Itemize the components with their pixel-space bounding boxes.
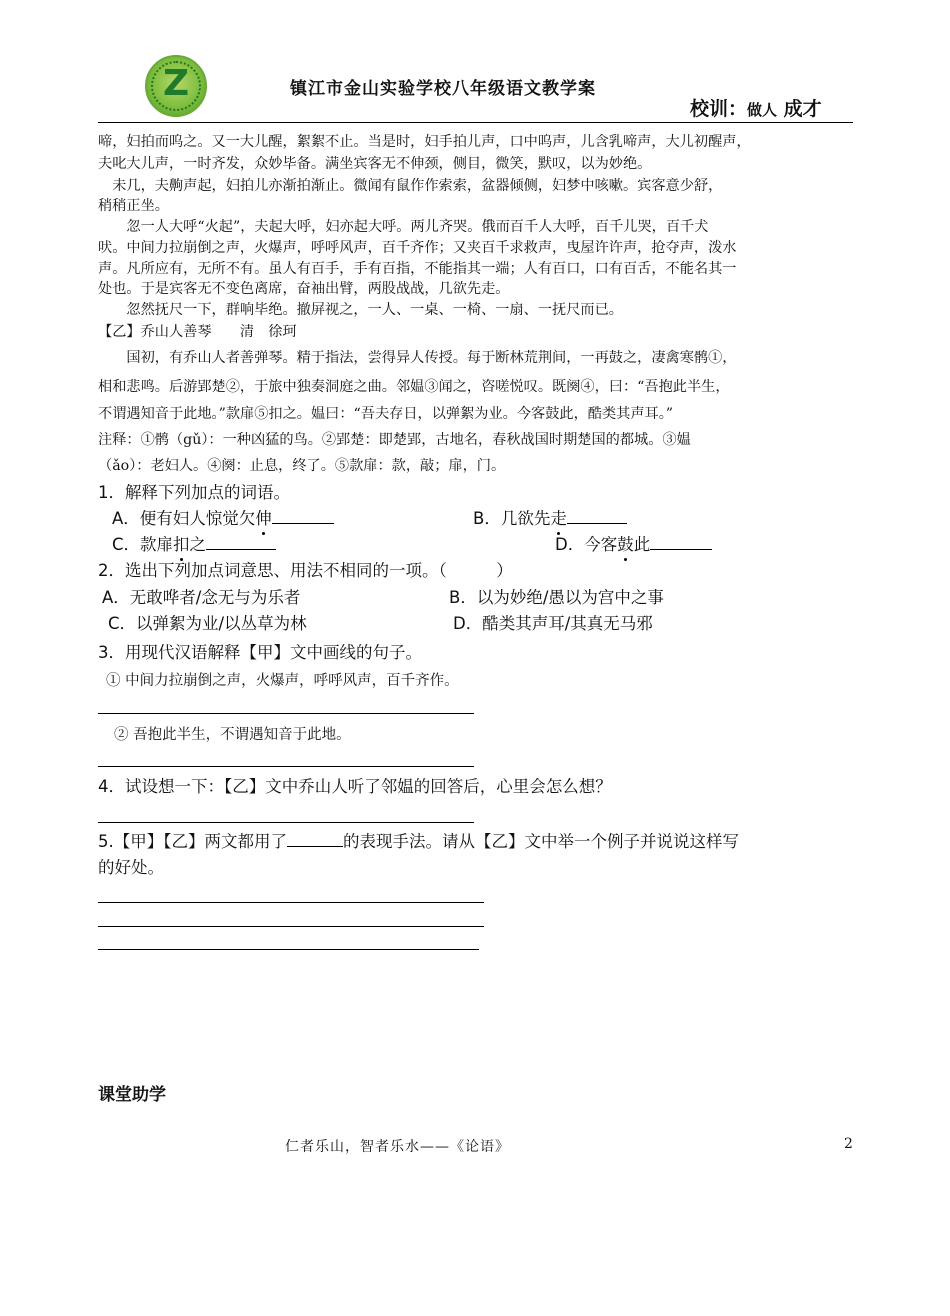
- passage-jia-line: 忽然抚尺一下，群响毕绝。撤屏视之，一人、一桌、一椅、一扇、一抚尺而已。: [98, 302, 623, 318]
- passage-yi-line: 不谓遇知音于此地。”款扉⑤扣之。媪曰：“吾夫存日，以弹絮为业。今客鼓此，酷类其声耳。”: [98, 406, 674, 422]
- question-2-option-b: B．以为妙绝/愚以为宫中之事: [449, 588, 664, 607]
- question-3-sentence-2: ② 吾抱此半生，不谓遇知音于此地。: [114, 727, 351, 743]
- question-3-stem: 3．用现代汉语解释【甲】文中画线的句子。: [98, 643, 422, 662]
- question-2-option-a: A．无敢哗者/念无与为乐者: [102, 588, 301, 607]
- passage-yi-heading: 【乙】乔山人善琴 清 徐珂: [98, 324, 297, 340]
- question-1-stem: 1．解释下列加点的词语。: [98, 483, 290, 502]
- question-1-option-d: D．今客鼓此: [555, 533, 712, 556]
- passage-jia-line: 夫叱大儿声，一时齐发，众妙毕备。满坐宾客无不伸颈，侧目，微笑，默叹，以为妙绝。: [98, 156, 652, 172]
- page-title: 镇江市金山实验学校八年级语文教学案: [290, 79, 596, 99]
- question-1-option-a: A．便有妇人惊觉欠伸: [112, 507, 334, 530]
- question-1-option-b: B．几欲先走: [473, 507, 627, 530]
- motto-text-1: 做人: [747, 101, 778, 119]
- passage-jia-line: 处也。于是宾客无不变色离席，奋袖出臂，两股战战，几欲先走。: [98, 281, 510, 297]
- dotted-word: 走: [550, 509, 567, 528]
- question-2-stem: 2．选出下列加点词意思、用法不相同的一项。（ ）: [98, 561, 513, 580]
- logo-mark: Z: [162, 63, 190, 104]
- footer-quote: 仁者乐山，智者乐水——《论语》: [285, 1139, 510, 1155]
- passage-jia-line: 吠。中间力拉崩倒之声，火爆声，呼呼风声，百千齐作；又夹百千求救声，曳屋许许声，抢夺声，泼水: [98, 240, 737, 256]
- answer-blank[interactable]: [650, 533, 712, 550]
- answer-line[interactable]: [98, 949, 479, 950]
- annotation-line: （ǎo）：老妇人。④阕：止息，终了。⑤款扉：款，敲；扉，门。: [98, 458, 506, 474]
- answer-line[interactable]: [98, 926, 484, 927]
- answer-blank[interactable]: [287, 830, 343, 847]
- answer-line[interactable]: [98, 713, 474, 714]
- question-4-stem: 4．试设想一下：【乙】文中乔山人听了邻媪的回答后，心里会怎么想？: [98, 777, 612, 796]
- motto-text-2: 成才: [783, 98, 822, 120]
- question-3-sentence-1: ① 中间力拉崩倒之声，火爆声，呼呼风声，百千齐作。: [106, 673, 459, 689]
- answer-line[interactable]: [98, 766, 474, 767]
- school-logo: [145, 55, 207, 117]
- question-5-line-1: 5.【甲】【乙】两文都用了 的表现手法。请从【乙】文中举一个例子并说说这样写: [98, 832, 739, 851]
- motto-label: 校训：: [690, 98, 748, 120]
- question-1-option-c: C．款扉扣之: [112, 533, 276, 556]
- header-rule: [98, 122, 853, 123]
- dotted-word: 伸: [255, 509, 272, 528]
- annotation-line: 注释：①鹘（gǔ）：一种凶猛的鸟。②郢楚：即楚郢，古地名，春秋战国时期楚国的都城。③媪: [98, 432, 691, 448]
- page-number: 2: [844, 1136, 853, 1152]
- passage-jia-line: 啼，妇拍而呜之。又一大儿醒，絮絮不止。当是时，妇手拍儿声，口中呜声，儿含乳啼声，大儿初醒声，: [98, 134, 751, 150]
- passage-yi-line: 相和悲鸣。后游郢楚②，于旅中独奏洞庭之曲。邻媪③闻之，咨嗟悦叹。既阕④，曰：“吾抱此半生，: [98, 379, 730, 395]
- passage-yi-line: 国初，有乔山人者善弹琴。精于指法，尝得异人传授。每于断林荒荆间，一再鼓之，凄禽寒鹘①，: [98, 350, 737, 366]
- section-title: 课堂助学: [98, 1085, 166, 1105]
- dotted-word: 扣: [173, 535, 190, 554]
- answer-line[interactable]: [98, 822, 474, 823]
- answer-line[interactable]: [98, 902, 484, 903]
- passage-jia-line: 未几，夫齁声起，妇拍儿亦渐拍渐止。微闻有鼠作作索索，盆器倾侧，妇梦中咳嗽。宾客意少舒，: [98, 178, 723, 194]
- question-2-option-d: D．酷类其声耳/其真无马邪: [453, 614, 653, 633]
- answer-blank[interactable]: [272, 507, 334, 524]
- answer-blank[interactable]: [567, 507, 627, 524]
- question-2-option-c: C．以弹絮为业/以丛草为林: [108, 614, 307, 633]
- answer-blank[interactable]: [206, 533, 276, 550]
- passage-jia-line: 忽一人大呼“火起”，夫起大呼，妇亦起大呼。两儿齐哭。俄而百千人大呼，百千儿哭，百千犬: [98, 219, 709, 235]
- passage-jia-line: 声。凡所应有，无所不有。虽人有百手，手有百指，不能指其一端；人有百口，口有百舌，不能名其一: [98, 261, 737, 277]
- dotted-word: 鼓: [617, 535, 634, 554]
- question-5-line-2: 的好处。: [98, 858, 164, 877]
- school-motto: [690, 94, 822, 121]
- passage-jia-line: 稍稍正坐。: [98, 198, 169, 214]
